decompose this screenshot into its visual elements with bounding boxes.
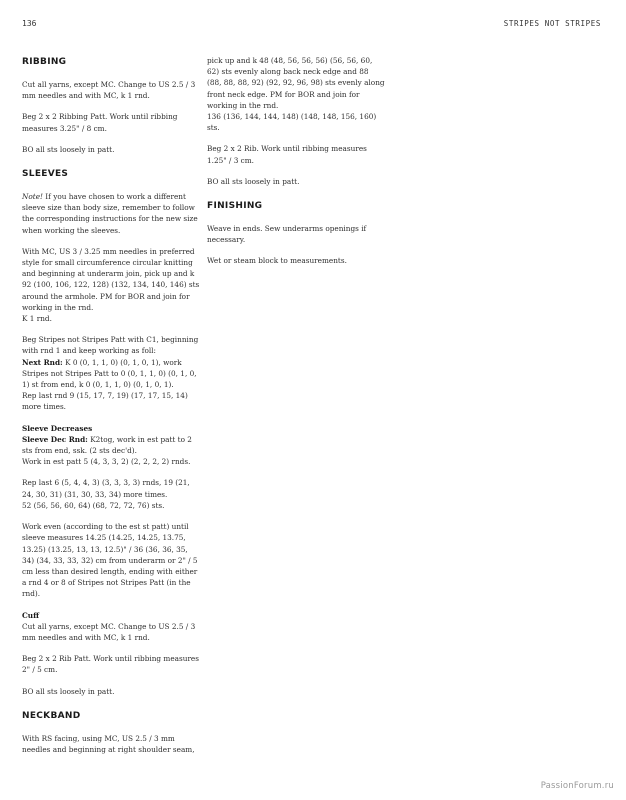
- neckband-paragraph-3: BO all sts loosely in patt.: [207, 176, 300, 186]
- next-rnd-label: Next Rnd:: [22, 357, 63, 367]
- dec-rnd-text: K2tog, work in est patt to 2 sts from end, ssk. (2 sts dec'd).: [22, 434, 192, 456]
- sleeve-dec-rnd: [22, 434, 200, 456]
- sleeve-work-even: Work even (according to the est st patt) until sleeve measures 14.25 (14.25, 14.25, 13.75, 13.25) (13.25, 13, 13, 12.5)" / 36 (36, 36, 35, 34) (34, 33, 33, 32) cm from underarm or 2" / 5 cm less than desired length, ending with either a rnd 4 or 8 of Stripes not Stripes Patt (in the rnd).: [22, 522, 198, 599]
- neckband-heading: NECKBAND: [22, 710, 81, 721]
- sleeve-dec-sts: 52 (56, 56, 60, 64) (68, 72, 72, 76) sts.: [22, 500, 165, 510]
- ribbing-paragraph-3: BO all sts loosely in patt.: [22, 144, 115, 154]
- finishing-heading: FINISHING: [207, 201, 263, 212]
- finishing-paragraph-2: Wet or steam block to measurements.: [207, 256, 347, 266]
- sleeves-pickup-k1: K 1 rnd.: [22, 314, 52, 324]
- next-rnd-text: K 0 (0, 1, 1, 0) (0, 1, 0, 1), work Stripes not Stripes Patt to 0 (0, 1, 1, 0) (0, 1, 0, 1) st from end, k 0 (0, 1, 1, 0) (0, 1, 0, 1).: [22, 357, 197, 390]
- sleeve-dec-work-even: Work in est patt 5 (4, 3, 3, 2) (2, 2, 2, 2) rnds.: [22, 457, 191, 467]
- sleeve-dec-rep: Rep last 6 (5, 4, 4, 3) (3, 3, 3, 3) rnds, 19 (21, 24, 30, 31) (31, 30, 33, 34) more times.: [22, 478, 190, 499]
- neckband-sts: 136 (136, 144, 144, 148) (148, 148, 156, 160) sts.: [207, 112, 377, 133]
- cuff-heading: Cuff: [22, 610, 40, 620]
- left-column: [22, 56, 200, 755]
- ribbing-paragraph-1: Cut all yarns, except MC. Change to US 2.5 / 3 mm needles and with MC, k 1 rnd.: [22, 80, 196, 101]
- cuff-paragraph-2: Beg 2 x 2 Rib Patt. Work until ribbing measures 2" / 5 cm.: [22, 654, 199, 675]
- dec-rnd-label: Sleeve Dec Rnd:: [22, 434, 88, 444]
- neckband-paragraph-1: With RS facing, using MC, US 2.5 / 3 mm needles and beginning at right shoulder seam,: [22, 733, 195, 754]
- ribbing-heading: RIBBING: [22, 57, 67, 67]
- sleeves-next-rnd: [22, 357, 200, 391]
- note-label: Note!: [22, 192, 43, 202]
- sleeves-beg-stripes: Beg Stripes not Stripes Patt with C1, beginning with rnd 1 and keep working as foll:: [22, 335, 199, 356]
- sleeve-decreases-heading: Sleeve Decreases: [22, 423, 93, 433]
- cuff-paragraph-1: Cut all yarns, except MC. Change to US 2.5 / 3 mm needles and with MC, k 1 rnd.: [22, 621, 196, 642]
- neckband-paragraph-2: Beg 2 x 2 Rib. Work until ribbing measures 1.25" / 3 cm.: [207, 144, 367, 165]
- watermark: PassionForum.ru: [540, 781, 614, 791]
- note-text: If you have chosen to work a different sleeve size than body size, remember to follow the corresponding instructions for the new size when working the sleeves.: [22, 192, 198, 235]
- sleeves-note: [22, 191, 200, 236]
- sleeves-heading: SLEEVES: [22, 169, 69, 180]
- running-title: STRIPES NOT STRIPES: [503, 19, 601, 28]
- page-number: 136: [22, 19, 37, 28]
- neckband-paragraph-1-continued: pick up and k 48 (48, 56, 56, 56) (56, 56, 60, 62) sts evenly along back neck edge and 88 (88, 88, 88, 92) (92, 92, 96, 98) sts evenly along front neck edge. PM for BOR and join for working in the rnd.: [207, 56, 385, 110]
- ribbing-paragraph-2: Beg 2 x 2 Ribbing Patt. Work until ribbing measures 3.25" / 8 cm.: [22, 112, 178, 133]
- sleeves-pickup: With MC, US 3 / 3.25 mm needles in preferred style for small circumference circular knitting and beginning at underarm join, pick up and k 92 (100, 106, 122, 128) (132, 134, 140, 146) sts around the armhole. PM for BOR and join for working in the rnd.: [22, 246, 200, 312]
- cuff-paragraph-3: BO all sts loosely in patt.: [22, 686, 115, 696]
- right-column: [207, 55, 385, 267]
- sleeves-rep-last: Rep last rnd 9 (15, 17, 7, 19) (17, 17, 15, 14) more times.: [22, 391, 188, 412]
- finishing-paragraph-1: Weave in ends. Sew underarms openings if necessary.: [207, 224, 367, 245]
